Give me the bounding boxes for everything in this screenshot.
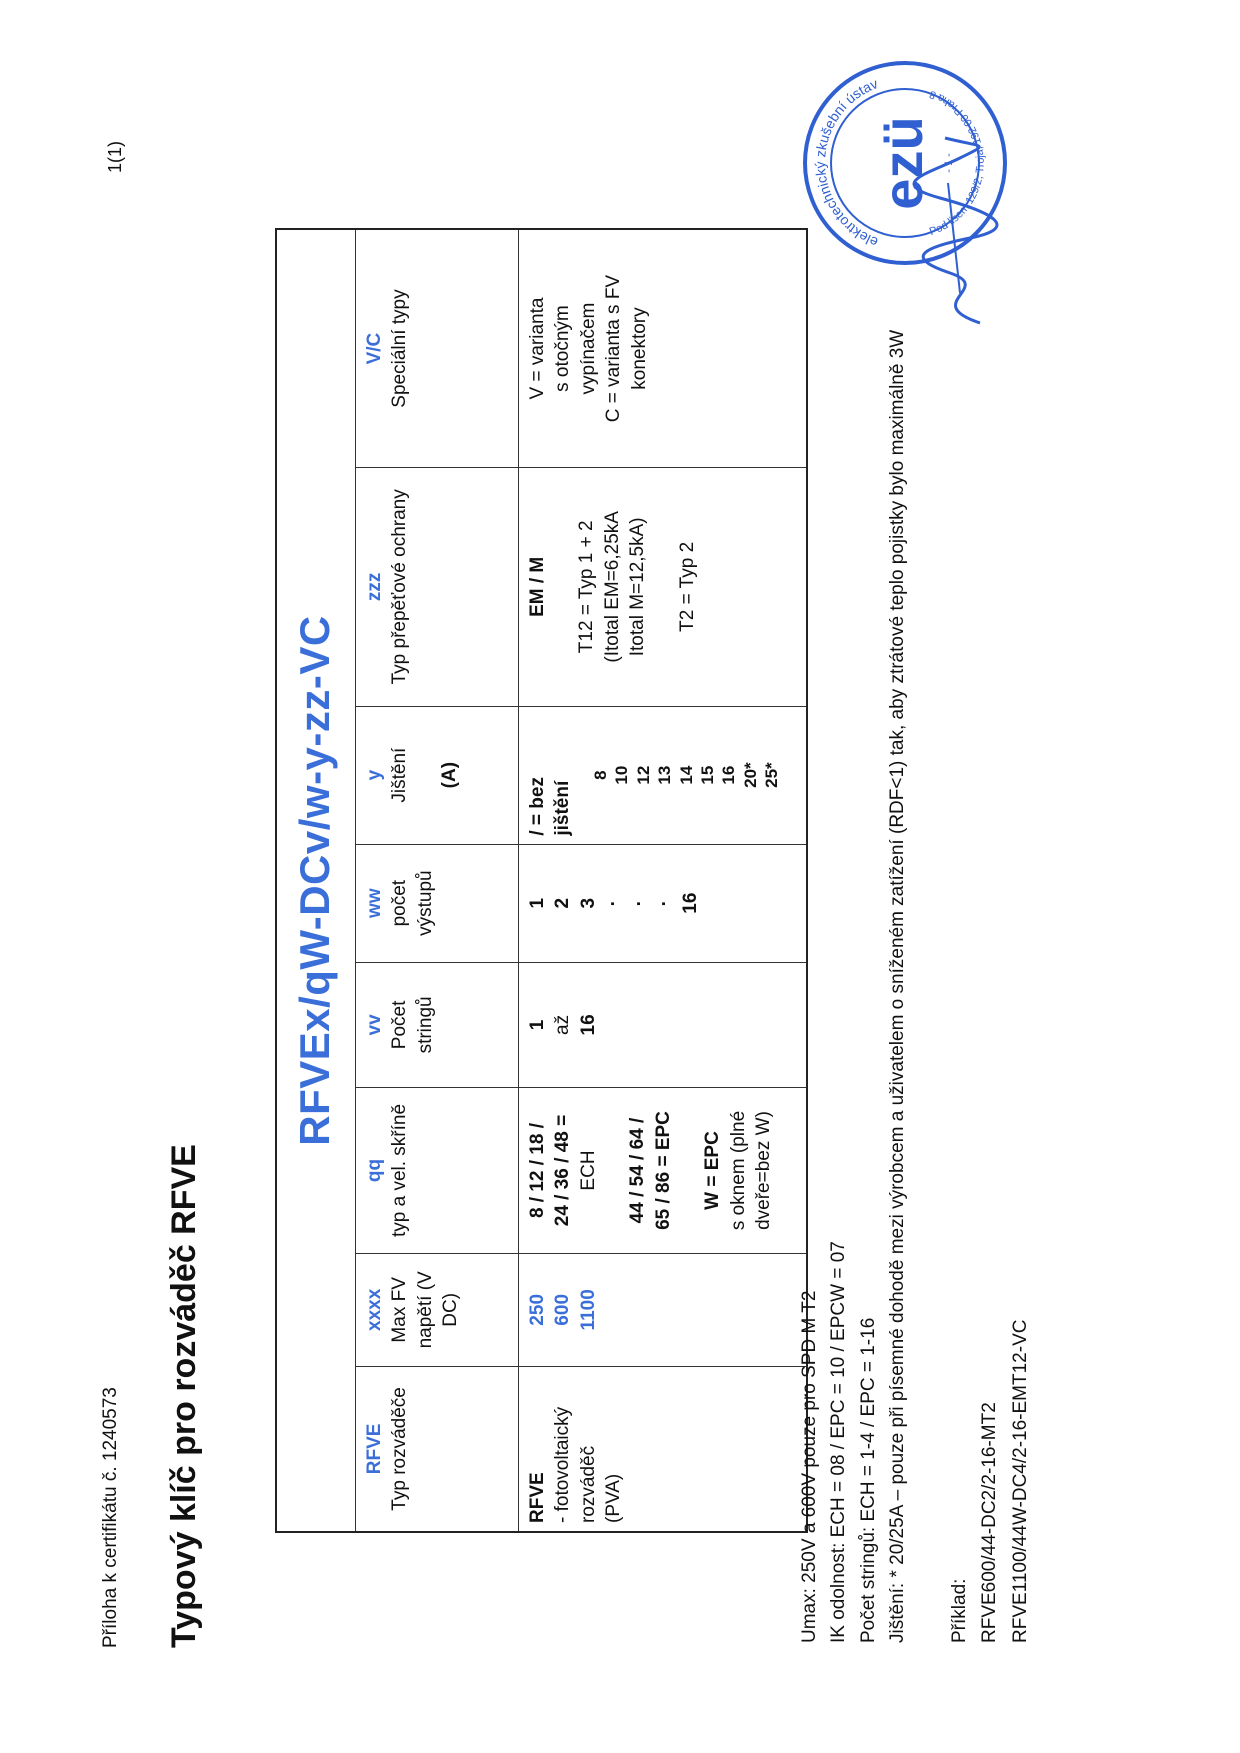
example-2: RFVE1100/44W-DC4/2-16-EMT12-VC [1009, 1319, 1031, 1643]
column-header-ww: ww počet výstupů [356, 844, 519, 962]
stamp-number: - 1 - [943, 153, 955, 173]
notes-block [795, 330, 913, 1643]
type-code-header: RFVEx/qW-DCv/w-y-zz-VC [276, 229, 356, 1532]
certification-stamp [800, 58, 1010, 268]
cell-fusing: / = bez jištění 8 10 12 13 14 15 16 20* 25* [519, 706, 808, 844]
note-strings: Počet stringů: ECH = 1-4 / EPC = 1-16 [857, 1317, 879, 1643]
type-key-table [275, 228, 808, 1533]
column-header-xxxx: xxxx Max FV napětí (V DC) [356, 1253, 519, 1366]
stamp-logo: ezü [871, 116, 934, 210]
cell-strings: 1 až 16 [519, 962, 808, 1088]
document-title: Typový klíč pro rozváděč RFVE [165, 1144, 203, 1648]
examples-block [945, 1320, 1036, 1643]
stamp-address: Pod lisem 129/2, Troja, 192 00 Praha 8 [927, 87, 987, 239]
column-header-vc: V/C Speciální typy [356, 229, 519, 468]
column-header-vv: vv Počet stringů [356, 962, 519, 1088]
cell-surge-protection: EM / M T12 = Typ 1 + 2 (Itotal EM=6,25kA Itotal M=12,5kA) T2 = Typ 2 [519, 468, 808, 707]
note-fusing: Jištění: * 20/25A – pouze při písemné dohodě mezi výrobcem a uživatelem o sníženém zatížení (RDF<1) tak, aby ztrátové teplo pojistky bylo maximálně 3W [887, 329, 909, 1643]
column-header-zzz: zzz Typ přepěťové ochrany [356, 468, 519, 707]
certificate-annex-note: Příloha k certifikátu č. 1240573 [100, 1387, 121, 1648]
column-header-rfve: RFVE Typ rozváděče [356, 1366, 519, 1532]
cell-rfve: RFVE - fotovoltaický rozváděč (PVA) [519, 1366, 808, 1532]
cell-enclosure: 8 / 12 / 18 / 24 / 36 / 48 = ECH 44 / 54 / 64 / 65 / 86 = EPC W = EPC s oknem (plné dveře=bez W) [519, 1088, 808, 1254]
note-umax: Umax: 250V a 600V pouze pro SPD M T2 [799, 1290, 820, 1643]
example-1: RFVE600/44-DC2/2-16-MT2 [979, 1402, 1001, 1643]
note-ik: IK odolnost: ECH = 08 / EPC = 10 / EPCW = 07 [828, 1241, 850, 1643]
cell-special-types: V = varianta s otočným vypínačem C = varianta s FV konektory [519, 229, 808, 468]
cell-outputs: 1 2 3 · · · 16 [519, 844, 808, 962]
stamp-arc-text: elektrotechnický zkušební ústav [811, 75, 880, 251]
column-header-y: y Jištění (A) [356, 706, 519, 844]
page-number: 1(1) [105, 140, 125, 173]
examples-label: Příklad: [949, 1578, 970, 1643]
column-header-qq: qq typ a vel. skříně [356, 1088, 519, 1254]
cell-voltage: 250 600 1100 [519, 1253, 808, 1366]
